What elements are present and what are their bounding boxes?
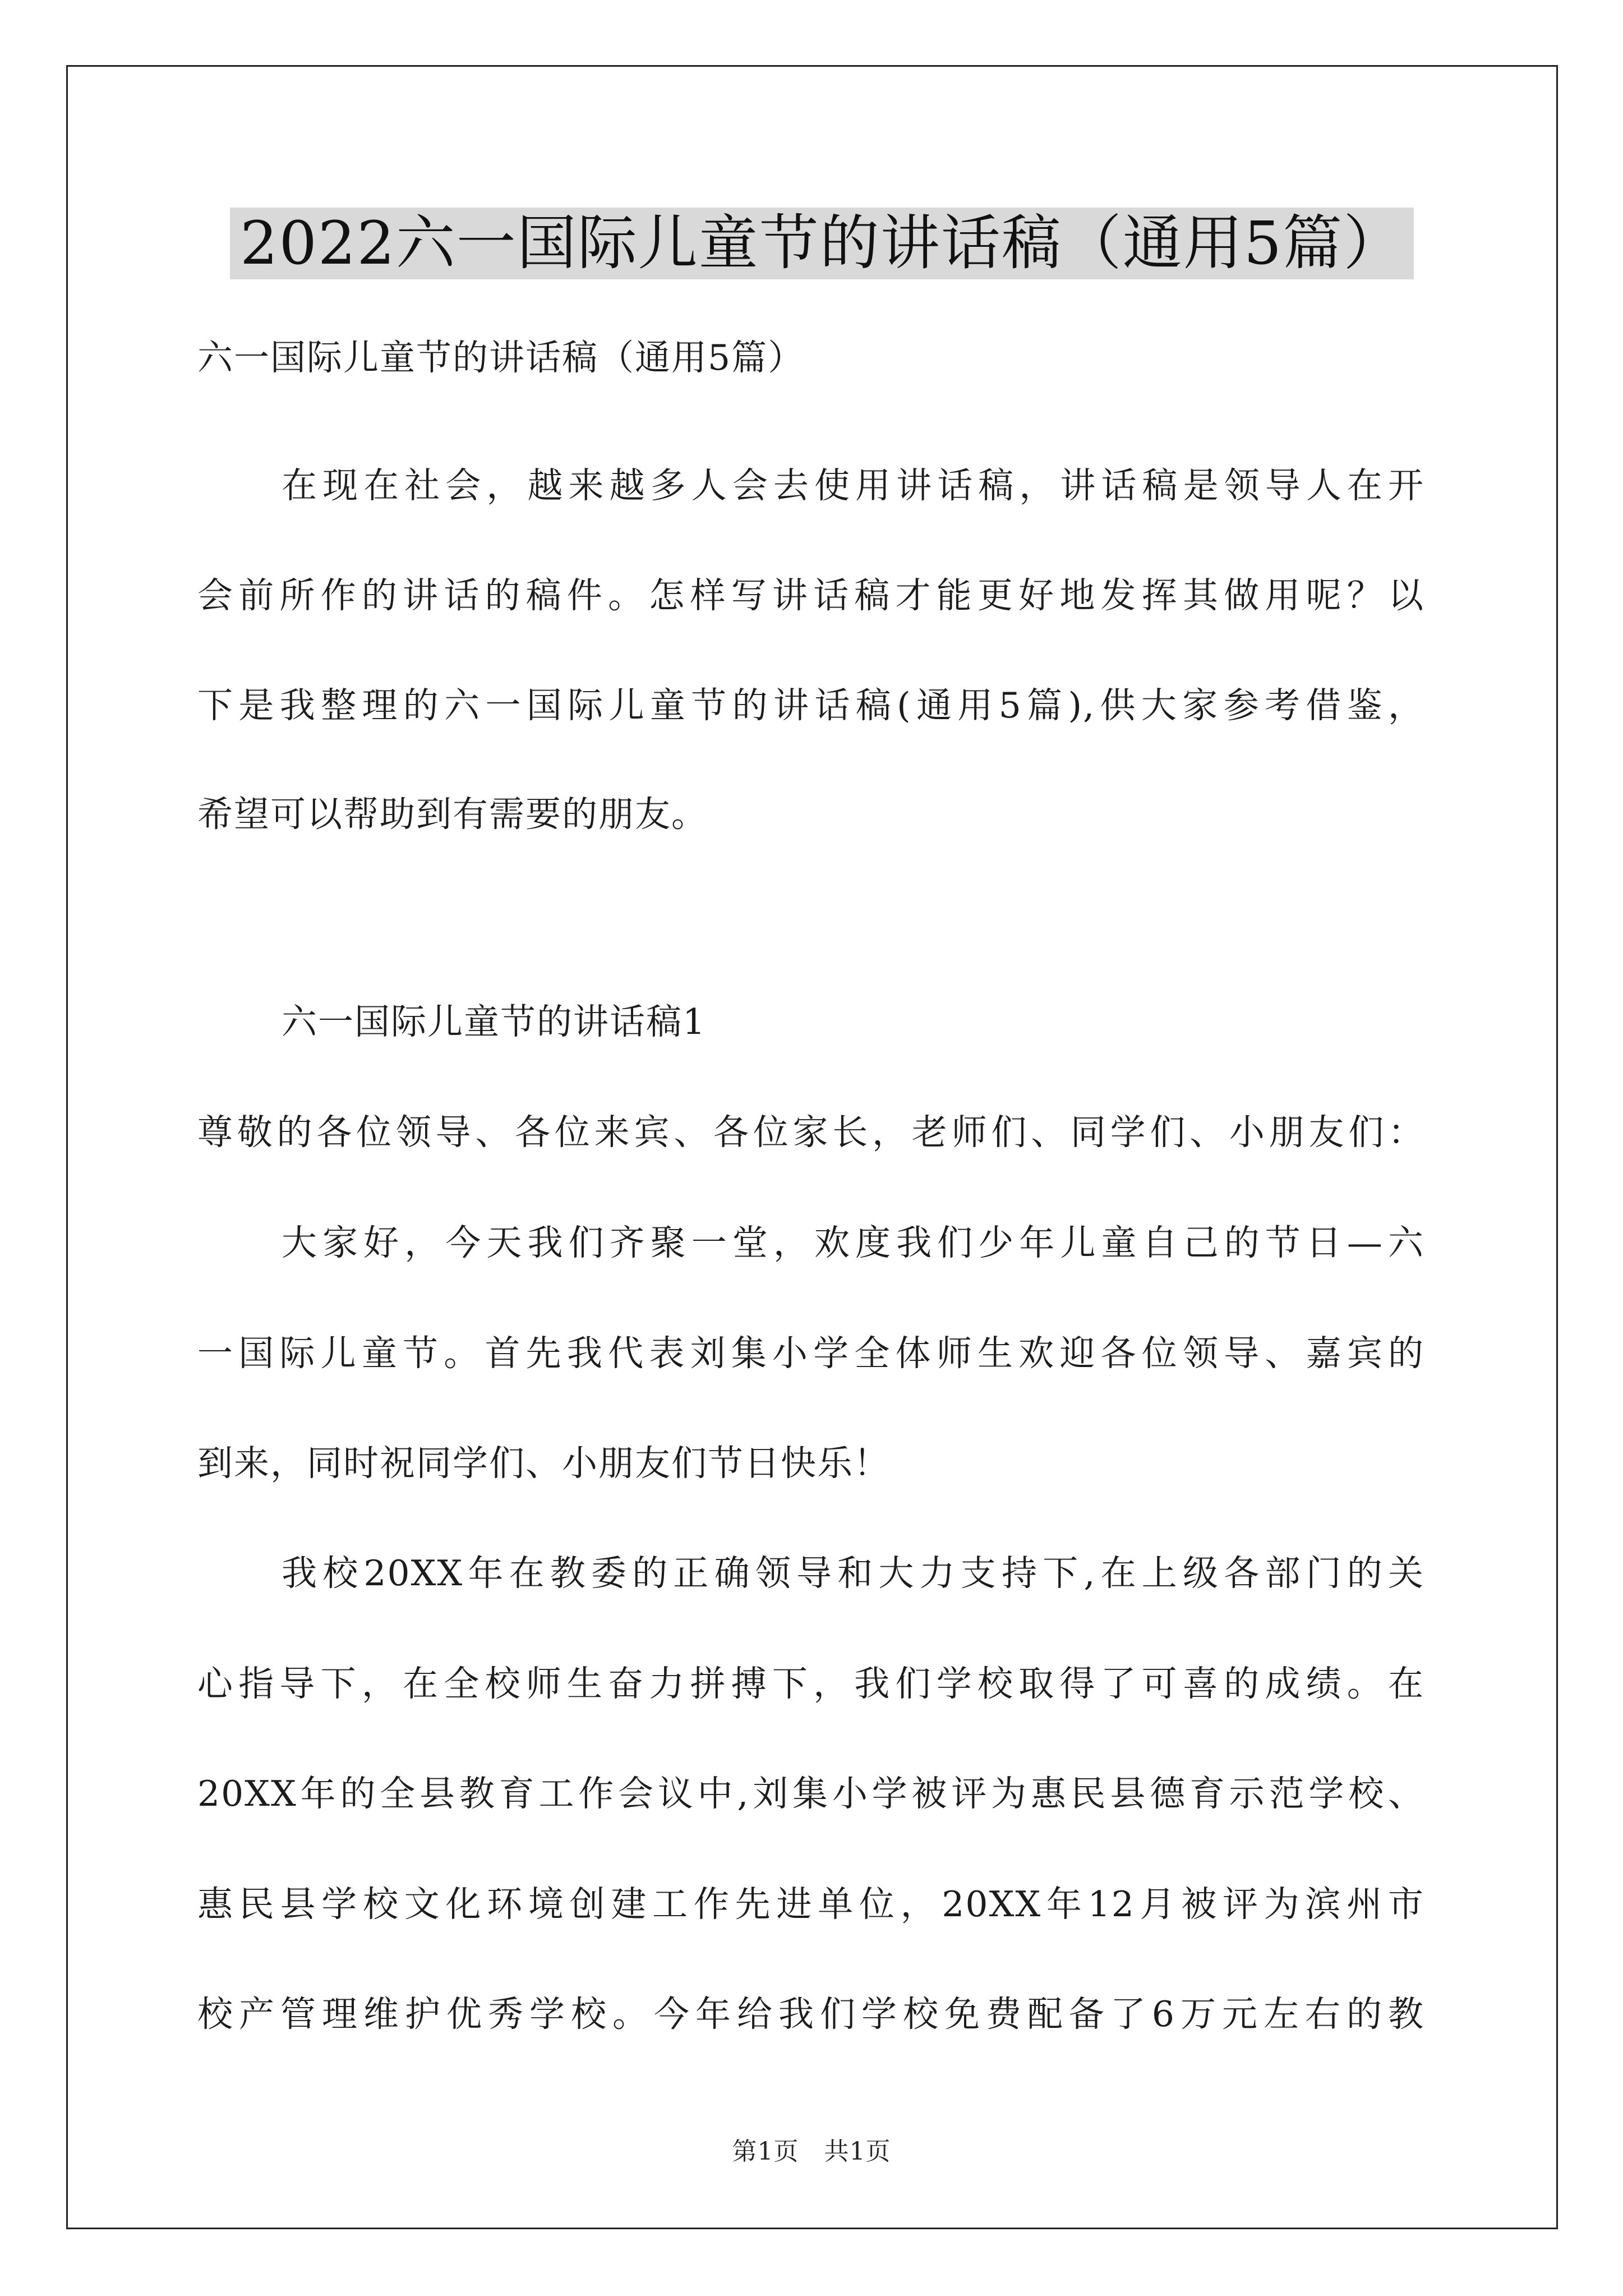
paragraph-line: 校产管理维护优秀学校。今年给我们学校免费配备了6万元左右的教 xyxy=(197,1994,1424,2035)
paragraph-line: 会前所作的讲话的稿件。怎样写讲话稿才能更好地发挥其做用呢？以 xyxy=(197,575,1424,616)
paragraph-line: 在现在社会，越来越多人会去使用讲话稿，讲话稿是领导人在开 xyxy=(282,465,1424,506)
document-title: 2022六一国际儿童节的讲话稿（通用5篇） xyxy=(230,208,1414,279)
paragraph-line: 下是我整理的六一国际儿童节的讲话稿(通用5篇),供大家参考借鉴， xyxy=(197,685,1424,726)
paragraph-line: 我校20XX年在教委的正确领导和大力支持下,在上级各部门的关 xyxy=(282,1553,1424,1594)
paragraph-line: 20XX年的全县教育工作会议中,刘集小学被评为惠民县德育示范学校、 xyxy=(197,1773,1424,1814)
subtitle-line: 六一国际儿童节的讲话稿（通用5篇） xyxy=(197,337,805,378)
paragraph-line: 心指导下，在全校师生奋力拼搏下，我们学校取得了可喜的成绩。在 xyxy=(197,1663,1424,1704)
paragraph-line: 希望可以帮助到有需要的朋友。 xyxy=(197,794,708,835)
paragraph-line: 到来，同时祝同学们、小朋友们节日快乐！ xyxy=(197,1443,890,1484)
section-heading: 六一国际儿童节的讲话稿1 xyxy=(282,1001,707,1042)
paragraph-line: 惠民县学校文化环境创建工作先进单位，20XX年12月被评为滨州市 xyxy=(197,1884,1424,1925)
salutation-line: 尊敬的各位领导、各位来宾、各位家长，老师们、同学们、小朋友们： xyxy=(197,1112,1424,1153)
page-footer: 第1页 共1页 xyxy=(732,2137,891,2166)
paragraph-line: 一国际儿童节。首先我代表刘集小学全体师生欢迎各位领导、嘉宾的 xyxy=(197,1333,1424,1374)
paragraph-line: 大家好，今天我们齐聚一堂，欢度我们少年儿童自己的节日—六 xyxy=(282,1222,1424,1263)
